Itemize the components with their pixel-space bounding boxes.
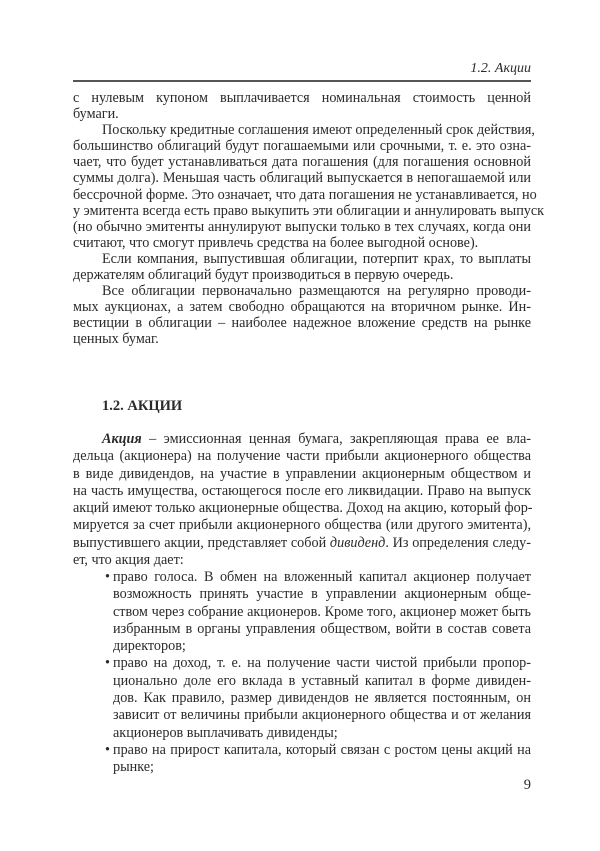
text-line: • право голоса. В обмен на вложенный капитал акционер получает — [73, 569, 531, 586]
text-line: дельца (акционера) на получение части прибыли акционерного общества — [73, 448, 531, 465]
paragraph — [73, 431, 531, 569]
text-line: вестиции в облигации – наиболее надежное вложение средств на рынке — [73, 315, 531, 332]
text-line: у эмитента всегда есть право выкупить эти облигации и аннулировать выпуск — [73, 202, 545, 219]
paragraph — [73, 90, 531, 122]
text-line: суммы долга). Меньшая часть облигаций выпускается в непогашаемой или — [73, 170, 531, 187]
text-line: мых аукционах, а затем свободно обращаются на вторичном рынке. Ин- — [73, 299, 531, 316]
text-line: на часть имущества, остающегося после его ликвидации. Право на выпуск — [73, 482, 531, 499]
text-line: ет, что акция дает: — [73, 551, 184, 568]
text-line: • право на доход, т. е. на получение части чистой прибыли пропор- — [73, 655, 531, 672]
text-run: выпустившего акции, представляет собой — [73, 534, 330, 551]
paragraph — [73, 283, 531, 347]
term-emphasis: Акция — [102, 431, 142, 447]
text-line: (но обычно эмитенты аннулируют выпуски только в тех случаях, когда они — [73, 218, 531, 235]
text-line: рынке; — [113, 759, 154, 776]
text-line: считают, что смогут привлечь средства на более выгодной основе). — [73, 234, 479, 251]
text-line: чает, что будет устанавливаться дата погашения (для погашения основной — [73, 154, 531, 171]
text-line: дов. Как правило, размер дивидендов не является постоянным, он — [113, 689, 531, 706]
text-line: Поскольку кредитные соглашения имеют определенный срок действия, — [102, 122, 535, 139]
bullet-item — [73, 742, 531, 777]
text-line: возможность принять участие в управлении акционерным обще- — [113, 586, 531, 603]
text-line — [73, 431, 531, 448]
header-rule — [73, 80, 531, 82]
text-line: Все облигации первоначально размещаются на регулярно проводи- — [102, 283, 531, 300]
page-number: 9 — [523, 777, 531, 793]
bullet-item — [73, 569, 531, 655]
text-line: большинство облигаций будут погашаемыми или срочными, т. е. это озна- — [73, 138, 531, 155]
text-line: акционеров выплачивать дивиденды; — [113, 724, 338, 741]
text-line: бумаги. — [73, 106, 119, 123]
paragraph — [73, 251, 531, 283]
body-text-bottom — [73, 431, 531, 776]
text-line: держателям облигаций будут производиться в первую очередь. — [73, 267, 454, 284]
text-line — [73, 535, 531, 552]
text-line: с нулевым купоном выплачивается номинальная стоимость ценной — [73, 90, 531, 106]
text-line: • право на прирост капитала, который связан с ростом цены акций на — [73, 742, 531, 759]
text-line: акций имеют только акционерные общества. Доход на акцию, который фор- — [73, 500, 533, 517]
text-line: директоров; — [113, 638, 186, 655]
text-line: Если компания, выпустившая облигации, потерпит крах, то выплаты — [102, 250, 531, 267]
text-line: ством через собрание акционеров. Кроме того, акционер может быть — [113, 603, 531, 620]
running-header: 1.2. Акции — [470, 61, 531, 76]
body-text-top — [73, 90, 545, 348]
text-line: ценных бумаг. — [73, 331, 159, 348]
text-line: избранным в органы управления обществом, войти в состав совета — [113, 620, 531, 637]
text-line: бессрочной форме. Это означает, что дата погашения не устанавливается, но — [73, 186, 537, 203]
text-run: . Из определения следу- — [385, 534, 531, 551]
italic-term: дивиденд — [329, 534, 386, 551]
text-run: – эмиссионная ценная бумага, закрепляющая права ее вла- — [141, 431, 531, 447]
text-line: зависит от величины прибыли акционерного общества и от желания — [113, 707, 531, 724]
bullet-item — [73, 655, 531, 741]
paragraph — [73, 122, 545, 251]
text-line: мируется за счет прибыли акционерного общества (или другого эмитента), — [73, 517, 531, 534]
section-heading: 1.2. АКЦИИ — [102, 398, 183, 414]
text-line: ционально доле его вклада в уставный капитал в форме дивиден- — [113, 672, 531, 689]
text-line: в виде дивидендов, на участие в управлении акционерным обществом и — [73, 465, 531, 482]
